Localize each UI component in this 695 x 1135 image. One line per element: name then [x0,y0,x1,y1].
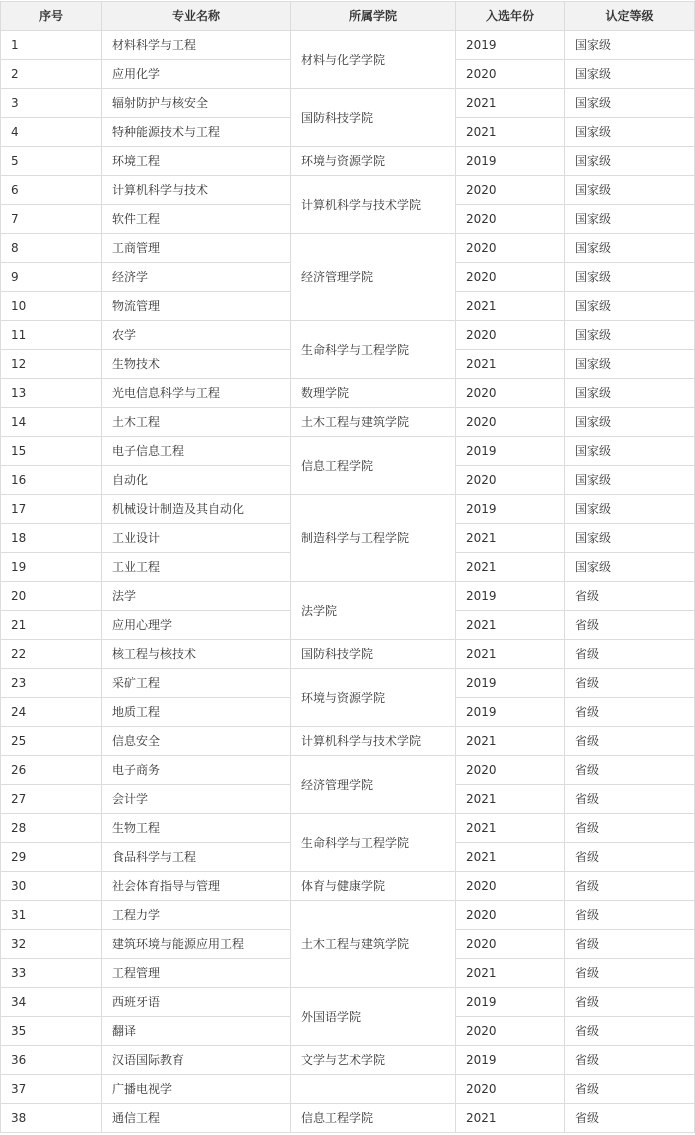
cell-level: 国家级 [565,524,695,553]
cell-index: 22 [1,640,102,669]
cell-college: 制造科学与工程学院 [291,495,456,582]
cell-year: 2021 [456,1104,565,1133]
header-major-name: 专业名称 [102,2,291,31]
cell-major-name: 光电信息科学与工程 [102,379,291,408]
cell-level: 省级 [565,611,695,640]
header-year: 入选年份 [456,2,565,31]
table-row [1,1046,695,1075]
cell-major-name: 辐射防护与核安全 [102,89,291,118]
cell-index: 21 [1,611,102,640]
cell-major-name: 应用心理学 [102,611,291,640]
cell-major-name: 电子商务 [102,756,291,785]
cell-level: 省级 [565,785,695,814]
cell-level: 国家级 [565,553,695,582]
cell-college: 计算机科学与技术学院 [291,727,456,756]
table-row [1,437,695,466]
cell-major-name: 汉语国际教育 [102,1046,291,1075]
cell-college: 国防科技学院 [291,640,456,669]
cell-year: 2021 [456,640,565,669]
cell-level: 省级 [565,698,695,727]
table-row [1,872,695,901]
table-row [1,321,695,350]
cell-level: 国家级 [565,379,695,408]
header-level: 认定等级 [565,2,695,31]
cell-index: 20 [1,582,102,611]
table-row [1,1075,695,1104]
cell-index: 15 [1,437,102,466]
cell-college: 环境与资源学院 [291,669,456,727]
cell-index: 1 [1,31,102,60]
cell-college [291,1075,456,1104]
cell-year: 2019 [456,988,565,1017]
cell-level: 国家级 [565,118,695,147]
cell-year: 2019 [456,669,565,698]
cell-index: 5 [1,147,102,176]
cell-year: 2020 [456,930,565,959]
cell-year: 2020 [456,176,565,205]
cell-index: 32 [1,930,102,959]
cell-level: 省级 [565,988,695,1017]
table-row [1,495,695,524]
cell-college: 环境与资源学院 [291,147,456,176]
cell-year: 2020 [456,408,565,437]
cell-year: 2021 [456,814,565,843]
header-index: 序号 [1,2,102,31]
cell-college: 土木工程与建筑学院 [291,901,456,988]
cell-index: 36 [1,1046,102,1075]
cell-level: 国家级 [565,234,695,263]
cell-major-name: 工程力学 [102,901,291,930]
cell-major-name: 社会体育指导与管理 [102,872,291,901]
cell-index: 14 [1,408,102,437]
cell-index: 16 [1,466,102,495]
cell-college: 经济管理学院 [291,756,456,814]
cell-level: 国家级 [565,89,695,118]
cell-level: 国家级 [565,176,695,205]
cell-year: 2021 [456,843,565,872]
cell-index: 26 [1,756,102,785]
cell-index: 17 [1,495,102,524]
cell-year: 2021 [456,524,565,553]
cell-year: 2020 [456,234,565,263]
cell-index: 13 [1,379,102,408]
cell-year: 2021 [456,118,565,147]
cell-level: 省级 [565,582,695,611]
cell-year: 2019 [456,147,565,176]
cell-major-name: 建筑环境与能源应用工程 [102,930,291,959]
table-body [1,31,695,1133]
cell-college: 生命科学与工程学院 [291,321,456,379]
cell-major-name: 物流管理 [102,292,291,321]
cell-level: 省级 [565,901,695,930]
cell-year: 2021 [456,292,565,321]
cell-major-name: 生物工程 [102,814,291,843]
cell-year: 2021 [456,350,565,379]
cell-year: 2019 [456,437,565,466]
cell-index: 18 [1,524,102,553]
cell-year: 2020 [456,901,565,930]
cell-level: 国家级 [565,408,695,437]
cell-year: 2019 [456,698,565,727]
cell-level: 省级 [565,1075,695,1104]
table-row [1,408,695,437]
cell-level: 国家级 [565,437,695,466]
cell-year: 2020 [456,756,565,785]
cell-major-name: 食品科学与工程 [102,843,291,872]
cell-major-name: 核工程与核技术 [102,640,291,669]
cell-index: 37 [1,1075,102,1104]
cell-index: 30 [1,872,102,901]
cell-level: 省级 [565,1017,695,1046]
cell-level: 省级 [565,669,695,698]
cell-college: 外国语学院 [291,988,456,1046]
cell-major-name: 会计学 [102,785,291,814]
cell-major-name: 广播电视学 [102,1075,291,1104]
cell-college: 文学与艺术学院 [291,1046,456,1075]
cell-level: 国家级 [565,350,695,379]
cell-major-name: 环境工程 [102,147,291,176]
cell-index: 25 [1,727,102,756]
cell-major-name: 软件工程 [102,205,291,234]
cell-level: 省级 [565,843,695,872]
cell-index: 28 [1,814,102,843]
cell-level: 省级 [565,640,695,669]
cell-major-name: 应用化学 [102,60,291,89]
cell-index: 31 [1,901,102,930]
cell-index: 19 [1,553,102,582]
cell-level: 国家级 [565,263,695,292]
cell-college: 计算机科学与技术学院 [291,176,456,234]
table-row [1,379,695,408]
table-row [1,640,695,669]
cell-year: 2021 [456,553,565,582]
cell-index: 10 [1,292,102,321]
table-row [1,234,695,263]
cell-major-name: 采矿工程 [102,669,291,698]
majors-table [0,1,695,1133]
cell-major-name: 生物技术 [102,350,291,379]
cell-major-name: 工业设计 [102,524,291,553]
table-row [1,89,695,118]
cell-index: 35 [1,1017,102,1046]
cell-major-name: 农学 [102,321,291,350]
cell-major-name: 工业工程 [102,553,291,582]
table-row [1,814,695,843]
cell-major-name: 工商管理 [102,234,291,263]
cell-index: 29 [1,843,102,872]
cell-year: 2020 [456,1017,565,1046]
cell-index: 11 [1,321,102,350]
table-row [1,147,695,176]
cell-level: 省级 [565,727,695,756]
table-row [1,727,695,756]
cell-index: 2 [1,60,102,89]
cell-index: 9 [1,263,102,292]
cell-college: 法学院 [291,582,456,640]
cell-index: 33 [1,959,102,988]
cell-major-name: 计算机科学与技术 [102,176,291,205]
cell-year: 2020 [456,60,565,89]
cell-level: 省级 [565,872,695,901]
cell-level: 国家级 [565,321,695,350]
cell-year: 2020 [456,872,565,901]
cell-level: 国家级 [565,60,695,89]
cell-level: 省级 [565,814,695,843]
cell-year: 2019 [456,495,565,524]
cell-major-name: 电子信息工程 [102,437,291,466]
cell-index: 6 [1,176,102,205]
table-row [1,582,695,611]
cell-year: 2019 [456,1046,565,1075]
cell-college: 数理学院 [291,379,456,408]
cell-level: 国家级 [565,292,695,321]
cell-level: 省级 [565,930,695,959]
cell-year: 2020 [456,379,565,408]
cell-college: 体育与健康学院 [291,872,456,901]
cell-index: 8 [1,234,102,263]
cell-year: 2020 [456,263,565,292]
cell-college: 材料与化学学院 [291,31,456,89]
cell-college: 生命科学与工程学院 [291,814,456,872]
cell-level: 国家级 [565,147,695,176]
cell-major-name: 特种能源技术与工程 [102,118,291,147]
cell-year: 2019 [456,582,565,611]
cell-college: 信息工程学院 [291,1104,456,1133]
cell-index: 4 [1,118,102,147]
cell-year: 2019 [456,31,565,60]
cell-year: 2021 [456,89,565,118]
cell-index: 7 [1,205,102,234]
cell-index: 38 [1,1104,102,1133]
cell-major-name: 信息安全 [102,727,291,756]
cell-major-name: 通信工程 [102,1104,291,1133]
cell-year: 2021 [456,727,565,756]
cell-major-name: 工程管理 [102,959,291,988]
cell-year: 2021 [456,785,565,814]
cell-year: 2021 [456,611,565,640]
cell-major-name: 机械设计制造及其自动化 [102,495,291,524]
cell-index: 27 [1,785,102,814]
cell-major-name: 翻译 [102,1017,291,1046]
cell-college: 土木工程与建筑学院 [291,408,456,437]
cell-year: 2021 [456,959,565,988]
cell-level: 省级 [565,756,695,785]
cell-major-name: 土木工程 [102,408,291,437]
cell-index: 23 [1,669,102,698]
cell-major-name: 经济学 [102,263,291,292]
cell-major-name: 法学 [102,582,291,611]
header-college: 所属学院 [291,2,456,31]
cell-index: 34 [1,988,102,1017]
table-row [1,988,695,1017]
cell-major-name: 地质工程 [102,698,291,727]
table-header-row [1,2,695,31]
cell-level: 省级 [565,1046,695,1075]
cell-level: 国家级 [565,205,695,234]
cell-year: 2020 [456,205,565,234]
cell-index: 12 [1,350,102,379]
cell-level: 国家级 [565,466,695,495]
table-row [1,756,695,785]
cell-level: 省级 [565,1104,695,1133]
table-row [1,1104,695,1133]
cell-year: 2020 [456,321,565,350]
table-row [1,31,695,60]
cell-year: 2020 [456,466,565,495]
cell-major-name: 西班牙语 [102,988,291,1017]
cell-major-name: 自动化 [102,466,291,495]
cell-year: 2020 [456,1075,565,1104]
cell-college: 经济管理学院 [291,234,456,321]
cell-index: 24 [1,698,102,727]
table-row [1,176,695,205]
table-row [1,669,695,698]
cell-college: 国防科技学院 [291,89,456,147]
cell-level: 国家级 [565,495,695,524]
cell-index: 3 [1,89,102,118]
cell-level: 国家级 [565,31,695,60]
cell-major-name: 材料科学与工程 [102,31,291,60]
cell-level: 省级 [565,959,695,988]
table-row [1,901,695,930]
cell-college: 信息工程学院 [291,437,456,495]
